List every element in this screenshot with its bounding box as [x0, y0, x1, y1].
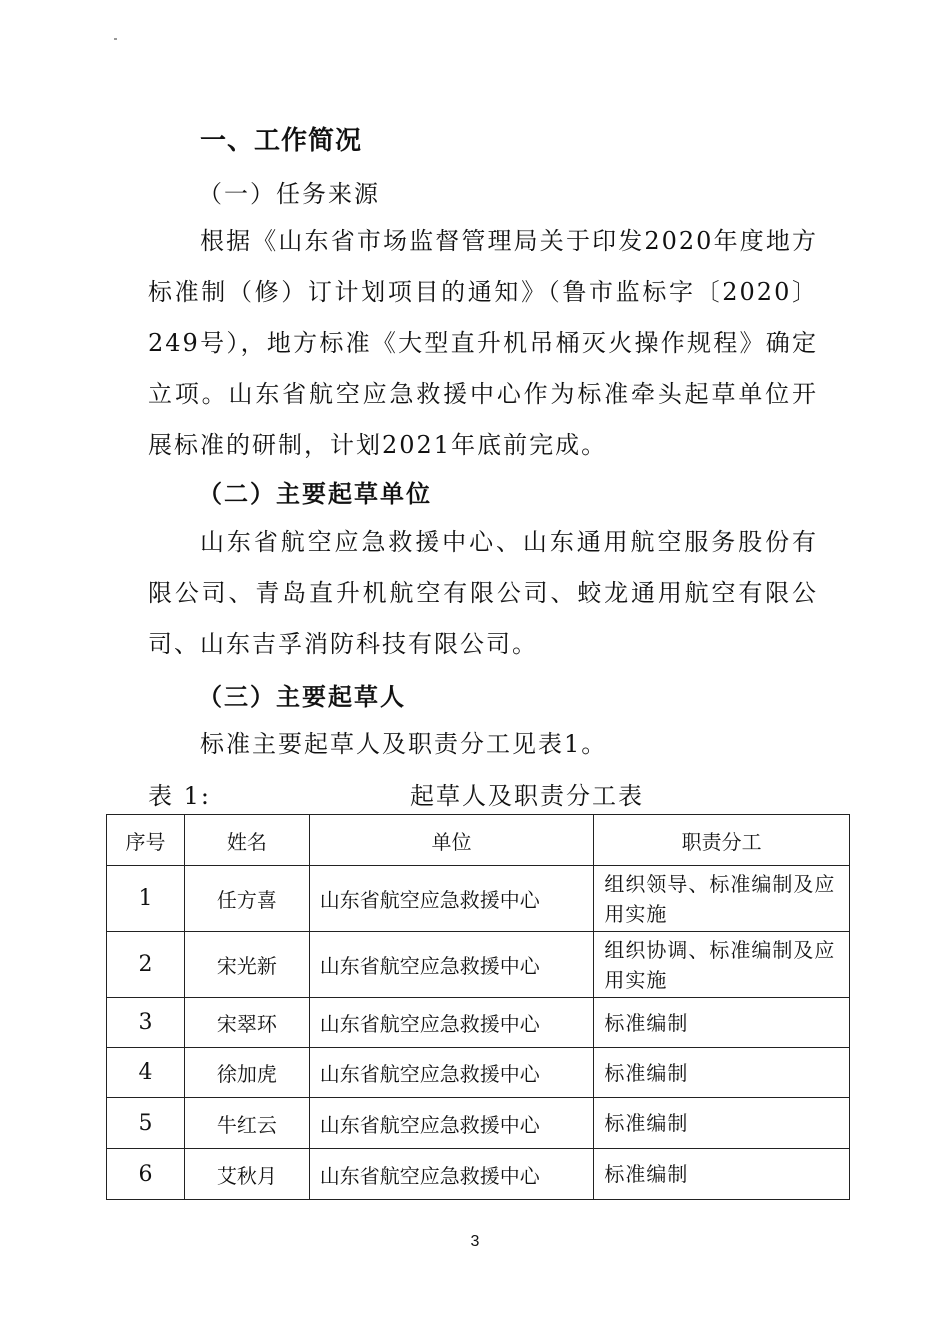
- subsection-heading-drafters: （三）主要起草人: [198, 683, 406, 711]
- cell-name: 任方喜: [184, 866, 309, 932]
- cell-name: 宋翠环: [184, 998, 309, 1048]
- cell-name: 徐加虎: [184, 1048, 309, 1098]
- cell-name: 牛红云: [184, 1098, 309, 1149]
- table-label: 表 1:: [148, 782, 211, 810]
- table-header-row: [107, 815, 850, 866]
- paragraph-drafting-units: 山东省航空应急救援中心、山东通用航空服务股份有限公司、青岛直升机航空有限公司、蛟龙通用航空有限公司、山东吉孚消防科技有限公司。: [148, 528, 818, 658]
- table-row: [107, 1149, 850, 1200]
- cell-unit: 山东省航空应急救援中心: [309, 998, 594, 1048]
- header-no: 序号: [107, 815, 185, 866]
- table-title: 起草人及职责分工表: [410, 782, 644, 810]
- cell-duty: 标准编制: [594, 1048, 850, 1098]
- cell-unit: 山东省航空应急救援中心: [309, 1098, 594, 1149]
- cell-unit: 山东省航空应急救援中心: [309, 866, 594, 932]
- subsection-heading-task-source: （一）任务来源: [198, 180, 380, 208]
- header-name: 姓名: [184, 815, 309, 866]
- cell-no: 1: [107, 866, 185, 932]
- cell-name: 宋光新: [184, 932, 309, 998]
- cell-unit: 山东省航空应急救援中心: [309, 1149, 594, 1200]
- table-row: [107, 1048, 850, 1098]
- cell-duty: 标准编制: [594, 998, 850, 1048]
- table-row: [107, 932, 850, 998]
- cell-name: 艾秋月: [184, 1149, 309, 1200]
- cell-no: 6: [107, 1149, 185, 1200]
- cell-no: 5: [107, 1098, 185, 1149]
- table-row: [107, 866, 850, 932]
- header-duty: 职责分工: [594, 815, 850, 866]
- cell-duty: 标准编制: [594, 1098, 850, 1149]
- table-row: [107, 1098, 850, 1149]
- cell-no: 2: [107, 932, 185, 998]
- cell-duty: 标准编制: [594, 1149, 850, 1200]
- cell-unit: 山东省航空应急救援中心: [309, 1048, 594, 1098]
- drafters-table: [106, 814, 850, 1200]
- cell-duty: 组织协调、标准编制及应用实施: [594, 932, 850, 998]
- cell-unit: 山东省航空应急救援中心: [309, 932, 594, 998]
- table-row: [107, 998, 850, 1048]
- section-heading: 一、工作简况: [200, 126, 363, 156]
- page-number: 3: [470, 1233, 480, 1250]
- cell-no: 3: [107, 998, 185, 1048]
- paragraph-drafters: 标准主要起草人及职责分工见表1。: [200, 730, 608, 758]
- header-unit: 单位: [309, 815, 594, 866]
- paragraph-task-source: 根据《山东省市场监督管理局关于印发2020年度地方标准制（修）订计划项目的通知》（鲁市监标字〔2020〕249号），地方标准《大型直升机吊桶灭火操作规程》确定立项。山东省航空应急救援中心作为标准牵头起草单位开展标准的研制，计划2021年底前完成。: [148, 227, 818, 459]
- scan-speck: [114, 38, 117, 40]
- subsection-heading-drafting-units: （二）主要起草单位: [198, 480, 432, 508]
- cell-no: 4: [107, 1048, 185, 1098]
- cell-duty: 组织领导、标准编制及应用实施: [594, 866, 850, 932]
